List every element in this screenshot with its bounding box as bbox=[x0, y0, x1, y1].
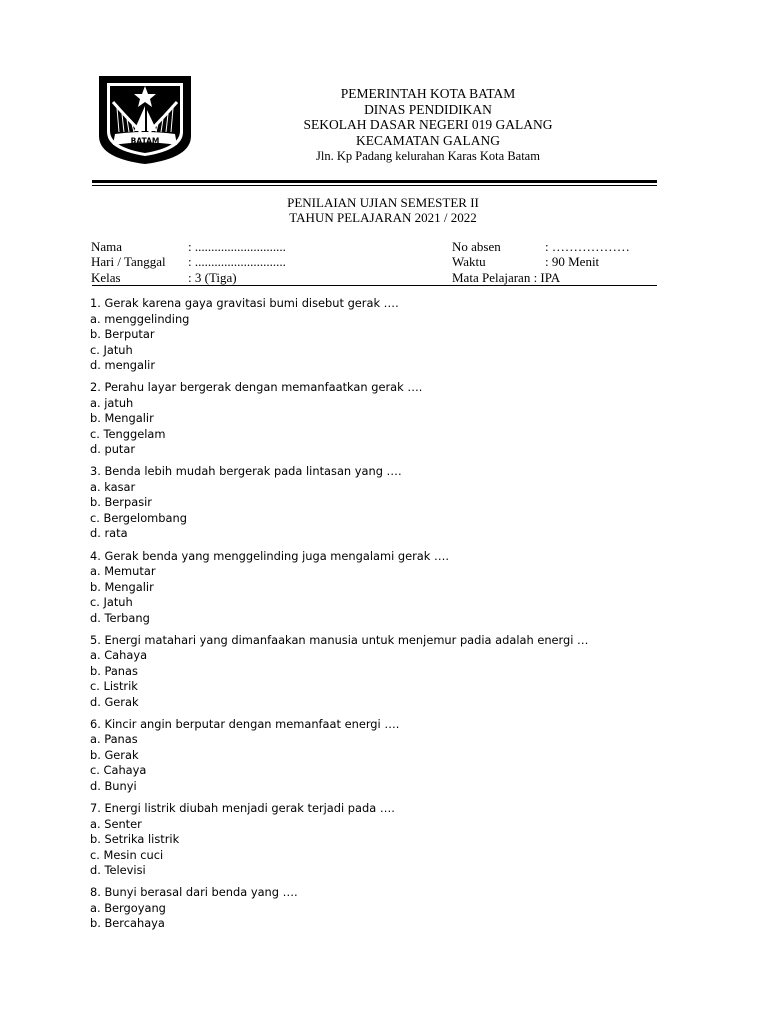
question-7 bbox=[90, 801, 650, 879]
question-4 bbox=[90, 549, 650, 627]
government-name: PEMERINTAH KOTA BATAM bbox=[340, 86, 516, 101]
answer-option: d. Terbang bbox=[90, 610, 150, 625]
answer-option: b. Gerak bbox=[90, 747, 139, 762]
answer-option: d. Televisi bbox=[90, 863, 146, 878]
answer-option: c. Mesin cuci bbox=[90, 847, 164, 862]
exam-title-block bbox=[200, 195, 566, 225]
question-5 bbox=[90, 633, 650, 711]
question-1 bbox=[90, 296, 650, 374]
answer-option: a. Bergoyang bbox=[90, 900, 166, 915]
school-name: SEKOLAH DASAR NEGERI 019 GALANG bbox=[303, 117, 553, 133]
info-row-kelas bbox=[91, 270, 411, 285]
answer-option: b. Bercahaya bbox=[90, 916, 165, 931]
waktu-label: Waktu bbox=[452, 254, 486, 270]
question-3 bbox=[90, 464, 650, 542]
letterhead bbox=[200, 86, 656, 165]
answer-option: a. Cahaya bbox=[90, 648, 148, 663]
answer-option: c. Cahaya bbox=[90, 763, 147, 778]
no-absen-label: No absen bbox=[452, 239, 501, 254]
info-row-waktu bbox=[452, 254, 672, 269]
info-row-nama bbox=[91, 239, 411, 254]
question-text: 6. Kincir angin berputar dengan memanfaat energi …. bbox=[90, 716, 400, 731]
answer-option: b. Berpasir bbox=[90, 495, 152, 510]
department-name: DINAS PENDIDIKAN bbox=[364, 101, 492, 117]
answer-option: a. jatuh bbox=[90, 395, 134, 410]
nama-label: Nama bbox=[91, 239, 123, 254]
answer-option: a. kasar bbox=[90, 479, 136, 494]
info-row-absen bbox=[452, 239, 672, 254]
hari-tanggal-value: : ............................ bbox=[188, 254, 286, 270]
batam-city-emblem-icon bbox=[97, 74, 193, 166]
answer-option: c. Tenggelam bbox=[90, 426, 166, 441]
answer-option: b. Setrika listrik bbox=[90, 832, 180, 847]
letterhead-divider-thick bbox=[92, 180, 657, 183]
info-divider bbox=[92, 285, 657, 286]
question-8 bbox=[90, 885, 650, 932]
info-row-mapel bbox=[452, 270, 672, 285]
question-text: 4. Gerak benda yang menggelinding juga mengalami gerak …. bbox=[90, 548, 449, 563]
nama-value: : ............................ bbox=[188, 239, 286, 254]
mata-pelajaran: Mata Pelajaran : IPA bbox=[452, 269, 561, 285]
info-row-hari bbox=[91, 254, 411, 269]
answer-option: b. Panas bbox=[90, 663, 138, 678]
answer-option: b. Berputar bbox=[90, 327, 155, 341]
question-6 bbox=[90, 717, 650, 795]
question-text: 8. Bunyi berasal dari benda yang …. bbox=[90, 885, 298, 900]
answer-option: a. Senter bbox=[90, 816, 142, 831]
answer-option: b. Mengalir bbox=[90, 579, 154, 594]
question-text: 2. Perahu layar bergerak dengan memanfaatkan gerak …. bbox=[90, 380, 423, 395]
answer-option: c. Jatuh bbox=[90, 342, 133, 357]
question-list bbox=[90, 296, 650, 939]
district-name: KECAMATAN GALANG bbox=[355, 132, 501, 148]
waktu-value: : 90 Menit bbox=[545, 254, 600, 270]
kelas-label: Kelas bbox=[91, 269, 121, 285]
question-text: 1. Gerak karena gaya gravitasi bumi disebut gerak …. bbox=[90, 296, 399, 310]
answer-option: a. Memutar bbox=[90, 564, 156, 579]
academic-year: TAHUN PELAJARAN 2021 / 2022 bbox=[289, 210, 477, 225]
answer-option: c. Jatuh bbox=[90, 595, 133, 610]
answer-option: a. menggelinding bbox=[90, 311, 190, 326]
answer-option: c. Listrik bbox=[90, 679, 138, 694]
kelas-value: : 3 (Tiga) bbox=[188, 269, 237, 285]
answer-option: d. mengalir bbox=[90, 358, 156, 372]
answer-option: d. rata bbox=[90, 526, 128, 541]
student-info-left bbox=[91, 239, 411, 285]
no-absen-value: : ……………… bbox=[545, 239, 630, 254]
letterhead-divider-thin bbox=[92, 185, 657, 186]
answer-option: c. Bergelombang bbox=[90, 510, 187, 525]
exam-title: PENILAIAN UJIAN SEMESTER II bbox=[287, 195, 479, 210]
answer-option: d. Bunyi bbox=[90, 778, 137, 793]
answer-option: a. Panas bbox=[90, 732, 138, 747]
answer-option: d. Gerak bbox=[90, 694, 139, 709]
question-text: 5. Energi matahari yang dimanfaakan manusia untuk menjemur padia adalah energi … bbox=[90, 632, 589, 647]
answer-option: b. Mengalir bbox=[90, 411, 154, 426]
school-address: Jln. Kp Padang kelurahan Karas Kota Batam bbox=[316, 149, 540, 164]
answer-option: d. putar bbox=[90, 442, 136, 457]
question-text: 7. Energi listrik diubah menjadi gerak terjadi pada …. bbox=[90, 801, 395, 816]
student-info-right bbox=[452, 239, 672, 285]
question-text: 3. Benda lebih mudah bergerak pada lintasan yang …. bbox=[90, 464, 402, 479]
hari-tanggal-label: Hari / Tanggal bbox=[91, 254, 166, 270]
emblem-text: BATAM bbox=[130, 136, 160, 146]
question-2 bbox=[90, 380, 650, 458]
